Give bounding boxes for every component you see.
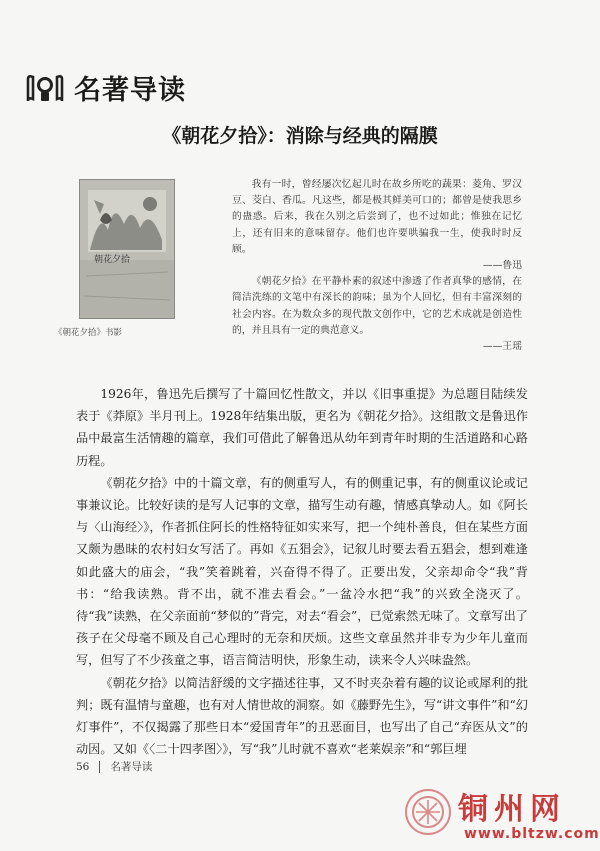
footer-divider xyxy=(99,761,100,773)
paragraph: 《朝花夕拾》以简洁舒缓的文字描述往事，又不时夹杂着有趣的议论或犀利的批判；既有温情与童趣，也有对人情世故的洞察。如《藤野先生》，写“讲文事件”和“幻灯事件”，不仅揭露了那些日本“爱国青年”的丑恶面目，也写出了自己“弃医从文”的动因。又如《〈二十四孝图〉》，写“我”儿时就不喜欢“老莱娱亲”和“郭巨埋 xyxy=(76,675,528,757)
article-title: 《朝花夕拾》：消除与经典的隔膜 xyxy=(162,125,438,147)
section-header xyxy=(24,68,186,107)
page-footer xyxy=(76,759,152,774)
cover-spine-text: 朝花夕拾 xyxy=(94,255,131,265)
page-number: 56 xyxy=(76,760,90,773)
quote-author: ——王瑶 xyxy=(482,341,522,353)
watermark xyxy=(402,784,600,850)
watermark-url: www.bltzw.com xyxy=(464,826,600,842)
book-lamp-icon xyxy=(24,73,66,103)
body-text xyxy=(76,383,528,760)
paragraph: 《朝花夕拾》中的十篇文章，有的侧重写人，有的侧重记事，有的侧重议论或记事兼议论。比较好读的是写人记事的文章，描写生动有趣，情感真挚动人。如《阿长与〈山海经〉》，作者抓住阿长的性格特征如实来写，把一个纯朴善良，但在某些方面又颇为愚昧的农村妇女写活了。再如《五猖会》，记叙儿时要去看五猖会，想到难逢如此盛大的庙会，“我”笑着跳着，兴奋得不得了。正要出发，父亲却命令“我”背书：“给我读熟。背不出，就不准去看会。”一盆冷水把“我”的兴致全浇灭了。待“我”读熟，在父亲面前“梦似的”背完，对去“看会”，已觉索然无味了。文章写出了孩子在父母毫不顾及自己心理时的无奈和厌烦。这些文章虽然并非专为少年儿童而写，但写了不少孩童之事，语言简洁明快，形象生动，读来令人兴味盎然。 xyxy=(76,475,528,668)
book-cover-image xyxy=(79,179,175,319)
quote-text: 我有一时，曾经屡次忆起儿时在故乡所吃的蔬果：菱角、罗汉豆、茭白、香瓜。凡这些，都是极其鲜美可口的；都曾是使我思乡的蛊惑。后来，我在久别之后尝到了，也不过如此；惟独在记忆上，还有旧来的意味留存。他们也许要哄骗我一生，使我时时反顾。 xyxy=(232,179,522,255)
watermark-name: 铜州网 xyxy=(458,792,566,827)
quote-text: 《朝花夕拾》在平静朴素的叙述中渗透了作者真挚的感情，在简洁洗练的文笔中有深长的韵味；虽为个人回忆，但有丰富深刻的社会内容。在为数众多的现代散文创作中，它的艺术成就是创造性的，并且具有一定的典范意义。 xyxy=(232,276,522,336)
paragraph: 1926年，鲁迅先后撰写了十篇回忆性散文，并以《旧事重提》为总题目陆续发表于《莽原》半月刊上。1928年结集出版，更名为《朝花夕拾》。这组散文是鲁迅作品中最富生活情趣的篇章，我们可借此了解鲁迅从幼年到青年时期的生活道路和心路历程。 xyxy=(76,387,528,468)
watermark-logo-icon xyxy=(404,788,452,836)
quote-author: ——鲁迅 xyxy=(482,260,522,272)
section-title: 名著导读 xyxy=(74,75,186,106)
cover-caption: 《朝花夕拾》书影 xyxy=(54,328,123,338)
footer-section: 名著导读 xyxy=(110,761,153,773)
quote-block xyxy=(232,177,522,355)
